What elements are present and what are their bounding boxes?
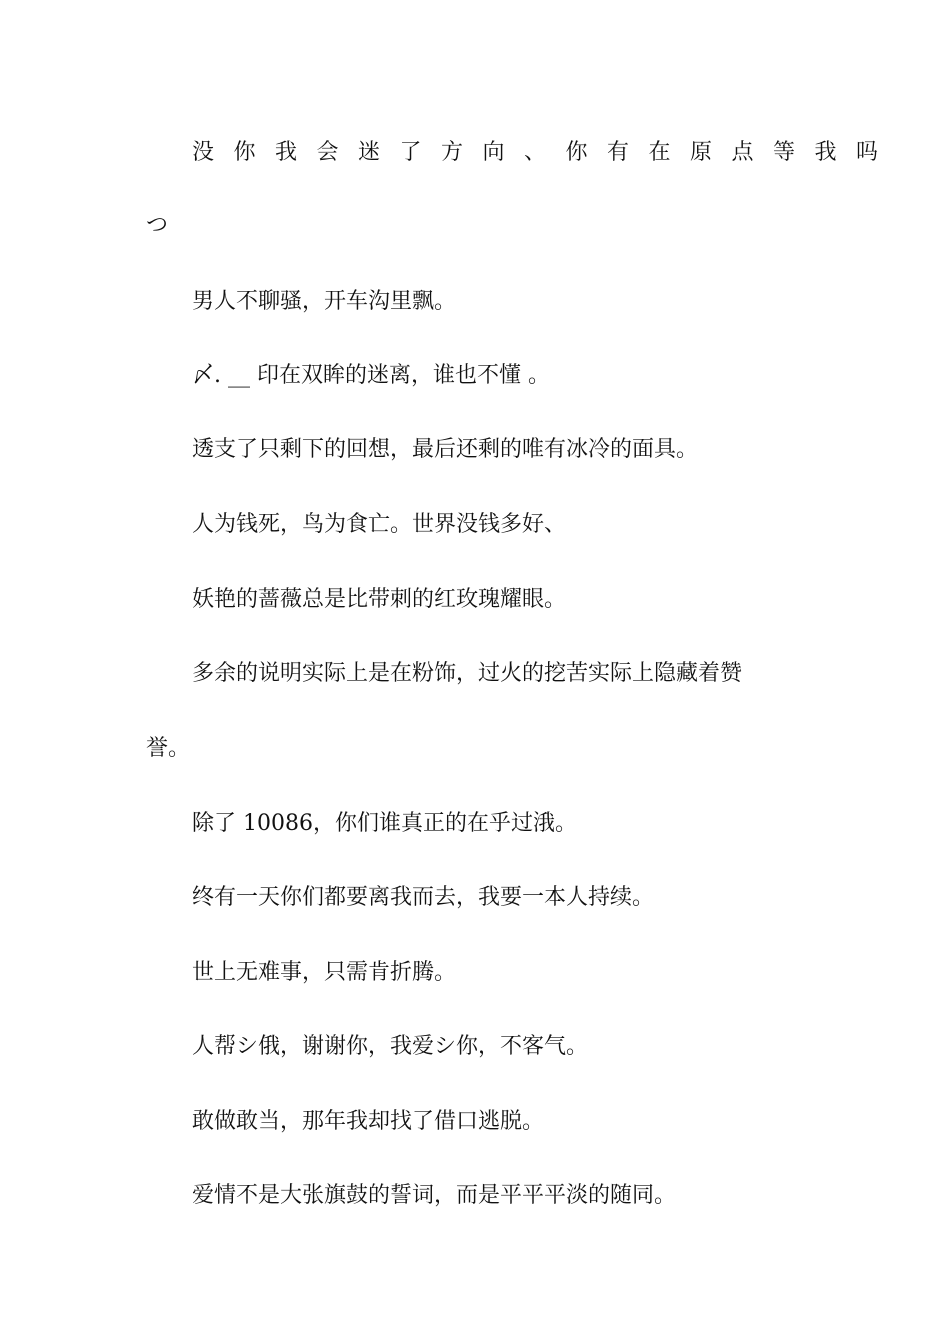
paragraph-1-line-1: 没你我会迷了方向、你有在原点等我吗 [192,140,898,165]
paragraph-4: 透支了只剩下的回想，最后还剩的唯有冰冷的面具。 [192,437,699,462]
paragraph-8: 除了 10086，你们谁真正的在乎过涐。 [192,811,577,836]
paragraph-6: 妖艳的蔷薇总是比带刺的红玫瑰耀眼。 [192,587,567,612]
paragraph-5: 人为钱死，鸟为食亡。世界没钱多好、 [192,512,567,537]
paragraph-13: 爱情不是大张旗鼓的誓词，而是平平平淡的随同。 [192,1183,677,1208]
paragraph-7-line-1: 多余的说明实际上是在粉饰，过火的挖苦实际上隐藏着赞 [192,661,743,686]
paragraph-7-line-2: 誉。 [146,736,191,761]
paragraph-9: 终有一天你们都要离我而去，我要一本人持续。 [192,885,655,910]
paragraph-12: 敢做敢当，那年我却找了借口逃脱。 [192,1109,545,1134]
paragraph-1-line-2: つ [146,213,169,238]
paragraph-2: 男人不聊骚，开车沟里飘。 [192,289,457,314]
paragraph-11: 人帮シ俄，谢谢你，我爱シ你，不客气。 [192,1034,589,1059]
paragraph-3: 〆. __ 印在双眸的迷离，谁也不懂 。 [192,363,550,388]
paragraph-10: 世上无难事，只需肯折腾。 [192,960,457,985]
